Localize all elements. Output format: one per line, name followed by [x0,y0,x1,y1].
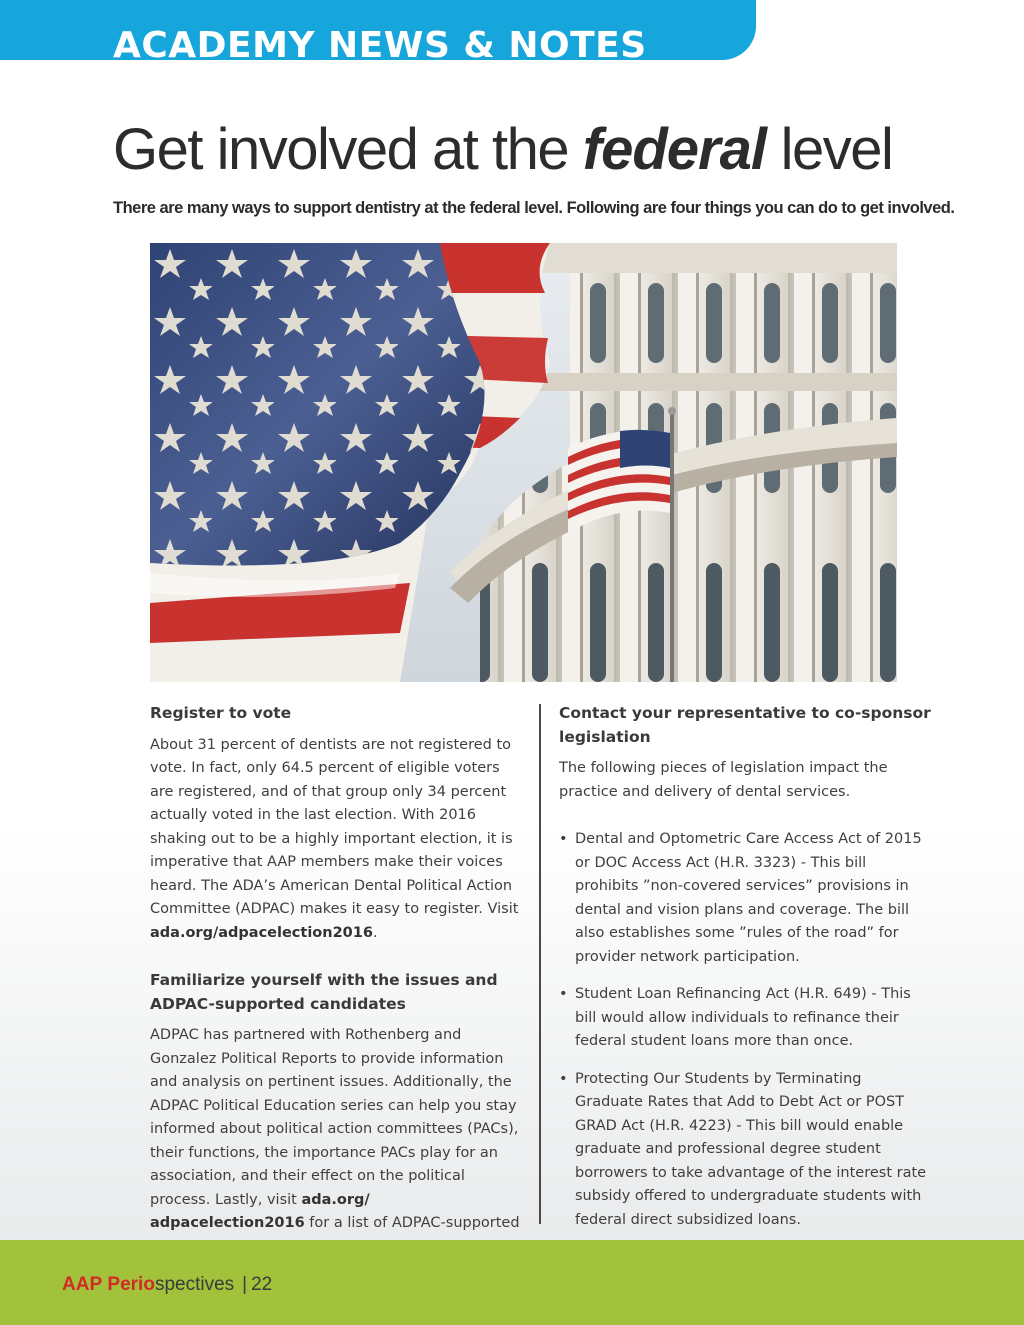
register-text-end: . [372,924,378,941]
list-item [559,1068,931,1233]
title-prefix: Get involved at the [113,117,583,182]
section-banner [0,0,756,60]
familiarize-link[interactable]: ada.org/ adpacelection2016 [150,1191,370,1231]
list-item-text: Dental and Optometric Care Access Act of 2015 or DOC Access Act (H.R. 3323) - This bill prohibits ”non-covered services” provisions in dental and vision plans and coverage. The bill also establishes some ”rules of the road” for provider network participation. [575,831,922,965]
right-column [559,702,931,1246]
legislation-intro: The following pieces of legislation impact the practice and delivery of dental services. [559,760,888,800]
register-text: About 31 percent of dentists are not registered to vote. In fact, only 64.5 percent of eligible voters are registered, and of that group only 34 percent actually voted in the last election. With 2016 shaking out to be a highly important election, it is imperative that AAP members make their voices heard. The ADA’s American Dental Political Action Committee (ADPAC) makes it easy to register. Visit [150,736,519,917]
list-item-text: Student Loan Refinancing Act (H.R. 649) - This bill would allow individuals to refinance their federal student loans more than once. [575,986,911,1049]
section-label: ACADEMY NEWS & NOTES [113,25,647,60]
register-heading: Register to vote [150,704,292,722]
bullet-icon: • [559,831,568,847]
register-link[interactable]: ada.org/adpacelection2016 [150,924,373,941]
brand-perio: Perio [107,1274,155,1295]
hero-image-flag-capitol [150,243,897,682]
register-body [150,734,520,946]
footer-brand [62,1274,272,1296]
title-suffix: level [765,117,893,182]
legislation-list [559,828,931,1232]
page-subtitle: There are many ways to support dentistry at the federal level. Following are four things you can do to get involved. [113,199,955,217]
list-item [559,828,931,969]
brand-spectives: spectives [154,1274,235,1295]
bullet-icon: • [559,986,568,1002]
page-footer [0,1240,1024,1325]
familiarize-text: ADPAC has partnered with Rothenberg and Gonzalez Political Reports to provide information and analysis on pertinent issues. Additionally, the ADPAC Political Education series can help you stay informed about political action committees (PACs), their functions, the importance PACs play for an association, and their effect on the political process. Lastly, visit [150,1027,519,1208]
column-divider [539,704,541,1224]
list-item-text: Protecting Our Students by Terminating Graduate Rates that Add to Debt Act or POST GRAD Act (H.R. 4223) - This bill would enable graduate and professional degree student borrowers to take advantage of the interest rate subsidy offered to undergraduate students with federal direct subsidized loans. [575,1070,927,1228]
title-emphasis: federal [582,117,766,182]
familiarize-body [150,1024,520,1259]
familiarize-text-end: for a list of ADPAC-supported [309,1215,520,1231]
page-title [113,118,892,182]
left-column [150,702,520,1273]
brand-aap: AAP [62,1274,103,1295]
page-number: 22 [251,1274,273,1295]
familiarize-heading: Familiarize yourself with the issues and ADPAC-supported candidates [150,971,498,1013]
bullet-icon: • [559,1070,568,1087]
contact-heading: Contact your representative to co-sponsor legislation [559,704,931,746]
footer-separator: | [242,1274,248,1295]
hero-illustration [150,243,897,682]
list-item [559,983,931,1054]
